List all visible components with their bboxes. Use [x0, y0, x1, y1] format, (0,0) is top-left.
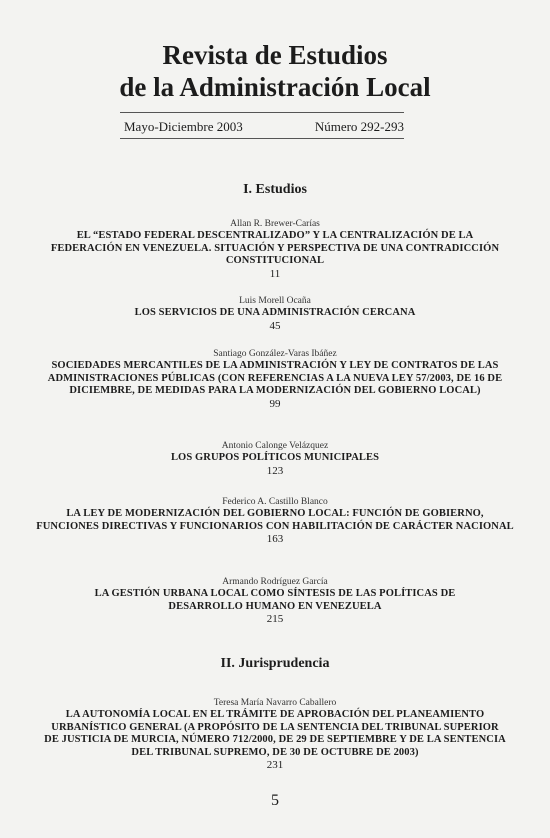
article-page-number: 45 — [269, 319, 281, 332]
page-folio-number: 5 — [271, 792, 279, 809]
toc-entry — [0, 348, 550, 411]
toc-entry — [0, 218, 550, 281]
article-author: Santiago González-Varas Ibáñez — [213, 349, 337, 359]
article-page-number: 11 — [269, 267, 281, 280]
article-author: Antonio Calonge Velázquez — [221, 441, 329, 451]
toc-entry — [0, 496, 550, 546]
article-author: Armando Rodríguez García — [222, 577, 328, 587]
article-author: Teresa María Navarro Caballero — [213, 698, 337, 708]
article-title: LA LEY DE MODERNIZACIÓN DEL GOBIERNO LOCAL: FUNCIÓN DE GOBIERNO, FUNCIONES DIRECTIVAS Y FUNCIONARIOS CON HABILITACIÓN DE CARÁCTER NACIONAL — [36, 508, 514, 532]
article-author: Allan R. Brewer-Carías — [230, 219, 320, 229]
article-page-number: 215 — [266, 613, 284, 625]
toc-entry — [0, 440, 550, 478]
article-title: SOCIEDADES MERCANTILES DE LA ADMINISTRACIÓN Y LEY DE CONTRATOS DE LAS ADMINISTRACIONES PÚBLICAS (CON REFERENCIAS A LA NUEVA LEY 57/2003, DE 16 DE DICIEMBRE, DE MEDIDAS PARA LA MODERNIZACIÓN DEL GOBIERNO LOCAL) — [47, 360, 503, 396]
header-rule-top — [120, 112, 404, 113]
section-heading-jurisprudencia: II. Jurisprudencia — [220, 656, 330, 671]
article-title: LOS SERVICIOS DE UNA ADMINISTRACIÓN CERCANA — [134, 307, 416, 318]
article-title: LOS GRUPOS POLÍTICOS MUNICIPALES — [170, 452, 380, 463]
section-heading-estudios: I. Estudios — [243, 182, 307, 197]
article-page-number: 231 — [266, 759, 284, 771]
issue-date: Mayo-Diciembre 2003 — [124, 119, 243, 134]
header-rule-bottom — [120, 138, 404, 139]
article-author: Luis Morell Ocaña — [239, 296, 311, 306]
article-title: LA AUTONOMÍA LOCAL EN EL TRÁMITE DE APROBACIÓN DEL PLANEAMIENTO URBANÍSTICO GENERAL (A PROPÓSITO DE LA SENTENCIA DEL TRIBUNAL SUPERIOR DE JUSTICIA DE MURCIA, NÚMERO 712/2000, DE 29 DE SEPTIEMBRE Y DE LA SENTENCIA DEL TRIBUNAL SUPREMO, DE 30 DE OCTUBRE DE 2003) — [44, 709, 506, 758]
toc-entry — [0, 697, 550, 772]
article-title: EL “ESTADO FEDERAL DESCENTRALIZADO” Y LA CENTRALIZACIÓN DE LA FEDERACIÓN EN VENEZUELA. SITUACIÓN Y PERSPECTIVA DE UNA CONTRADICCIÓN CONSTITUCIONAL — [50, 230, 500, 266]
article-page-number: 163 — [266, 533, 284, 545]
article-page-number: 123 — [266, 464, 284, 477]
toc-entry — [0, 295, 550, 333]
journal-title-line-2: de la Administración Local — [119, 72, 431, 102]
issue-number: Número 292-293 — [314, 119, 404, 134]
article-page-number: 99 — [269, 397, 281, 410]
article-author: Federico A. Castillo Blanco — [222, 497, 328, 507]
article-title: LA GESTIÓN URBANA LOCAL COMO SÍNTESIS DE LAS POLÍTICAS DE DESARROLLO HUMANO EN VENEZUELA — [94, 588, 456, 612]
journal-title-line-1: Revista de Estudios — [162, 40, 388, 70]
toc-entry — [0, 576, 550, 626]
